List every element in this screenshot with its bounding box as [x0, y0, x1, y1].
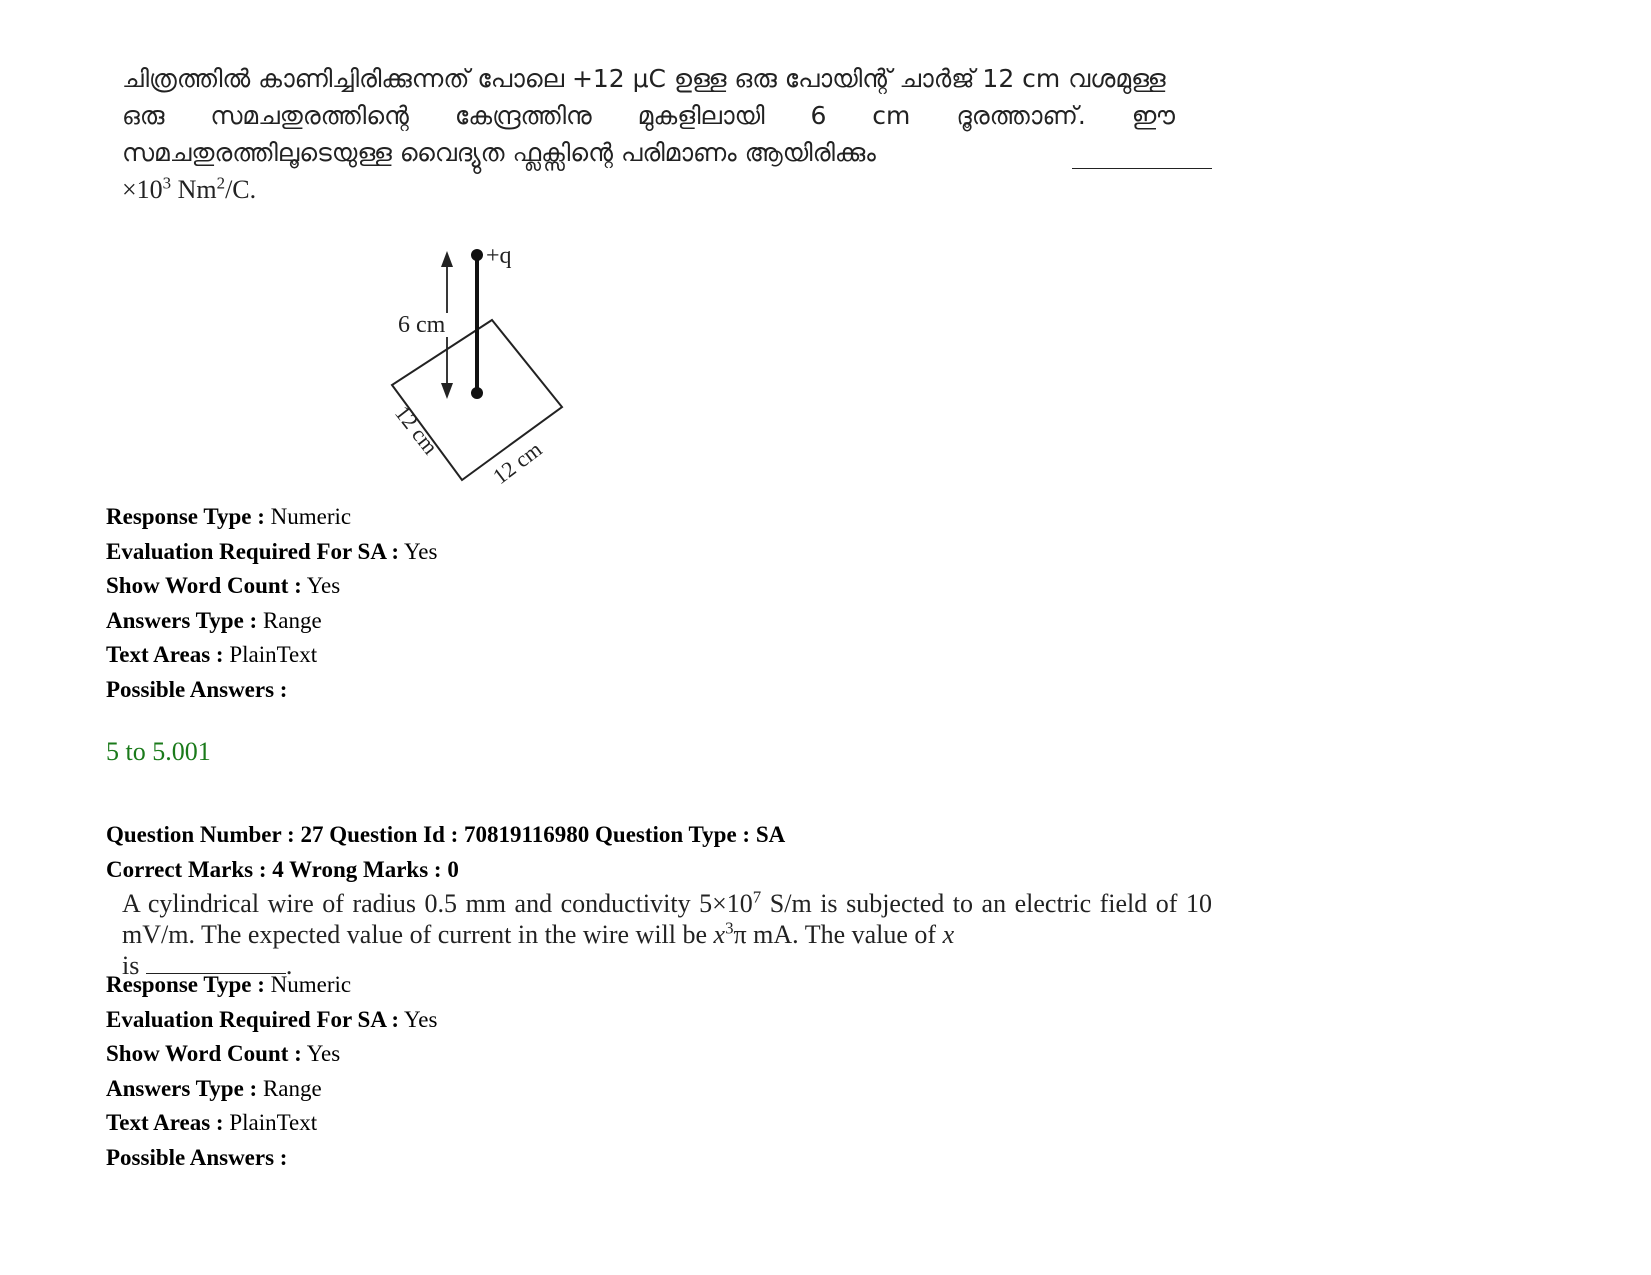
q2-var: x	[713, 920, 726, 949]
arrow-head-down	[441, 383, 453, 399]
meta-answers-type: Answers Type : Range	[106, 607, 322, 633]
q2-text-a: A cylindrical wire of radius 0.5 mm and conductivity 5×10	[122, 889, 753, 918]
question-number-line: Question Number : 27 Question Id : 70819116980 Question Type : SA	[106, 822, 786, 847]
arrow-head-up	[441, 251, 453, 267]
meta-possible-answers: Possible Answers :	[106, 676, 288, 702]
meta-text-areas: Text Areas : PlainText	[106, 642, 318, 667]
charge-square-figure	[390, 243, 600, 515]
question-line-2: ഒരു സമചതുരത്തിന്റെ കേന്ദ്രത്തിനു മുകളിലായി 6 cm ദൂരത്താണ്. ഈ	[122, 101, 1175, 130]
meta-text-areas: Text Areas : PlainText	[106, 1110, 318, 1135]
meta-possible-answers: Possible Answers :	[106, 1144, 288, 1170]
meta-answers-type: Answers Type : Range	[106, 1075, 322, 1101]
unit-exp: 3	[162, 173, 172, 193]
side-label-right: 12 cm	[487, 436, 547, 489]
side-label-left: 12 cm	[390, 400, 444, 459]
unit-suffix: /C.	[225, 175, 257, 204]
unit-mid: Nm	[171, 175, 217, 204]
q2-exp2: 3	[725, 918, 734, 938]
q2-var2: x	[942, 920, 955, 949]
meta-show-word-count: Show Word Count : Yes	[106, 573, 341, 598]
center-dot	[471, 387, 483, 399]
unit-exp2: 2	[216, 173, 226, 193]
meta-evaluation-required: Evaluation Required For SA : Yes	[106, 538, 438, 564]
charge-dot	[471, 249, 483, 261]
answer-blank	[1072, 148, 1212, 169]
question-line-1: ചിത്രത്തിൽ കാണിച്ചിരിക്കുന്നത് പോലെ +12 μC ഉള്ള ഒരു പോയിന്റ് ചാർജ് 12 cm വശമുള്ള	[122, 64, 1166, 93]
q2-text-b: S/m is subjected to an electric field of 10 mV/m. The expected value of current in the wire will be	[122, 889, 1212, 949]
question-line-3-text: സമചതുരത്തിലൂടെയുള്ള വൈദ്യുത ഫ്ലക്സിന്റെ പരിമാണം ആയിരിക്കും	[122, 138, 876, 167]
q2-text-c: π mA. The value of	[733, 920, 943, 949]
meta-evaluation-required: Evaluation Required For SA : Yes	[106, 1006, 438, 1032]
question2-header	[106, 818, 785, 888]
question-line-3	[122, 134, 1212, 171]
unit-prefix: ×10	[122, 175, 163, 204]
question2-meta	[106, 968, 437, 1175]
q2-text-d: is	[122, 951, 140, 980]
meta-show-word-count: Show Word Count : Yes	[106, 1041, 341, 1066]
q2-text-end: .	[285, 951, 293, 980]
marks-line: Correct Marks : 4 Wrong Marks : 0	[106, 857, 459, 882]
meta-response-type: Response Type : Numeric	[106, 972, 352, 997]
q2-exp1: 7	[752, 887, 762, 907]
possible-answer: 5 to 5.001	[106, 737, 211, 766]
charge-label: +q	[486, 243, 512, 269]
question-text-malayalam	[122, 60, 1212, 208]
meta-response-type: Response Type : Numeric	[106, 504, 352, 529]
distance-label: 6 cm	[398, 312, 446, 338]
question-unit	[122, 171, 1212, 208]
question1-meta	[106, 500, 437, 707]
